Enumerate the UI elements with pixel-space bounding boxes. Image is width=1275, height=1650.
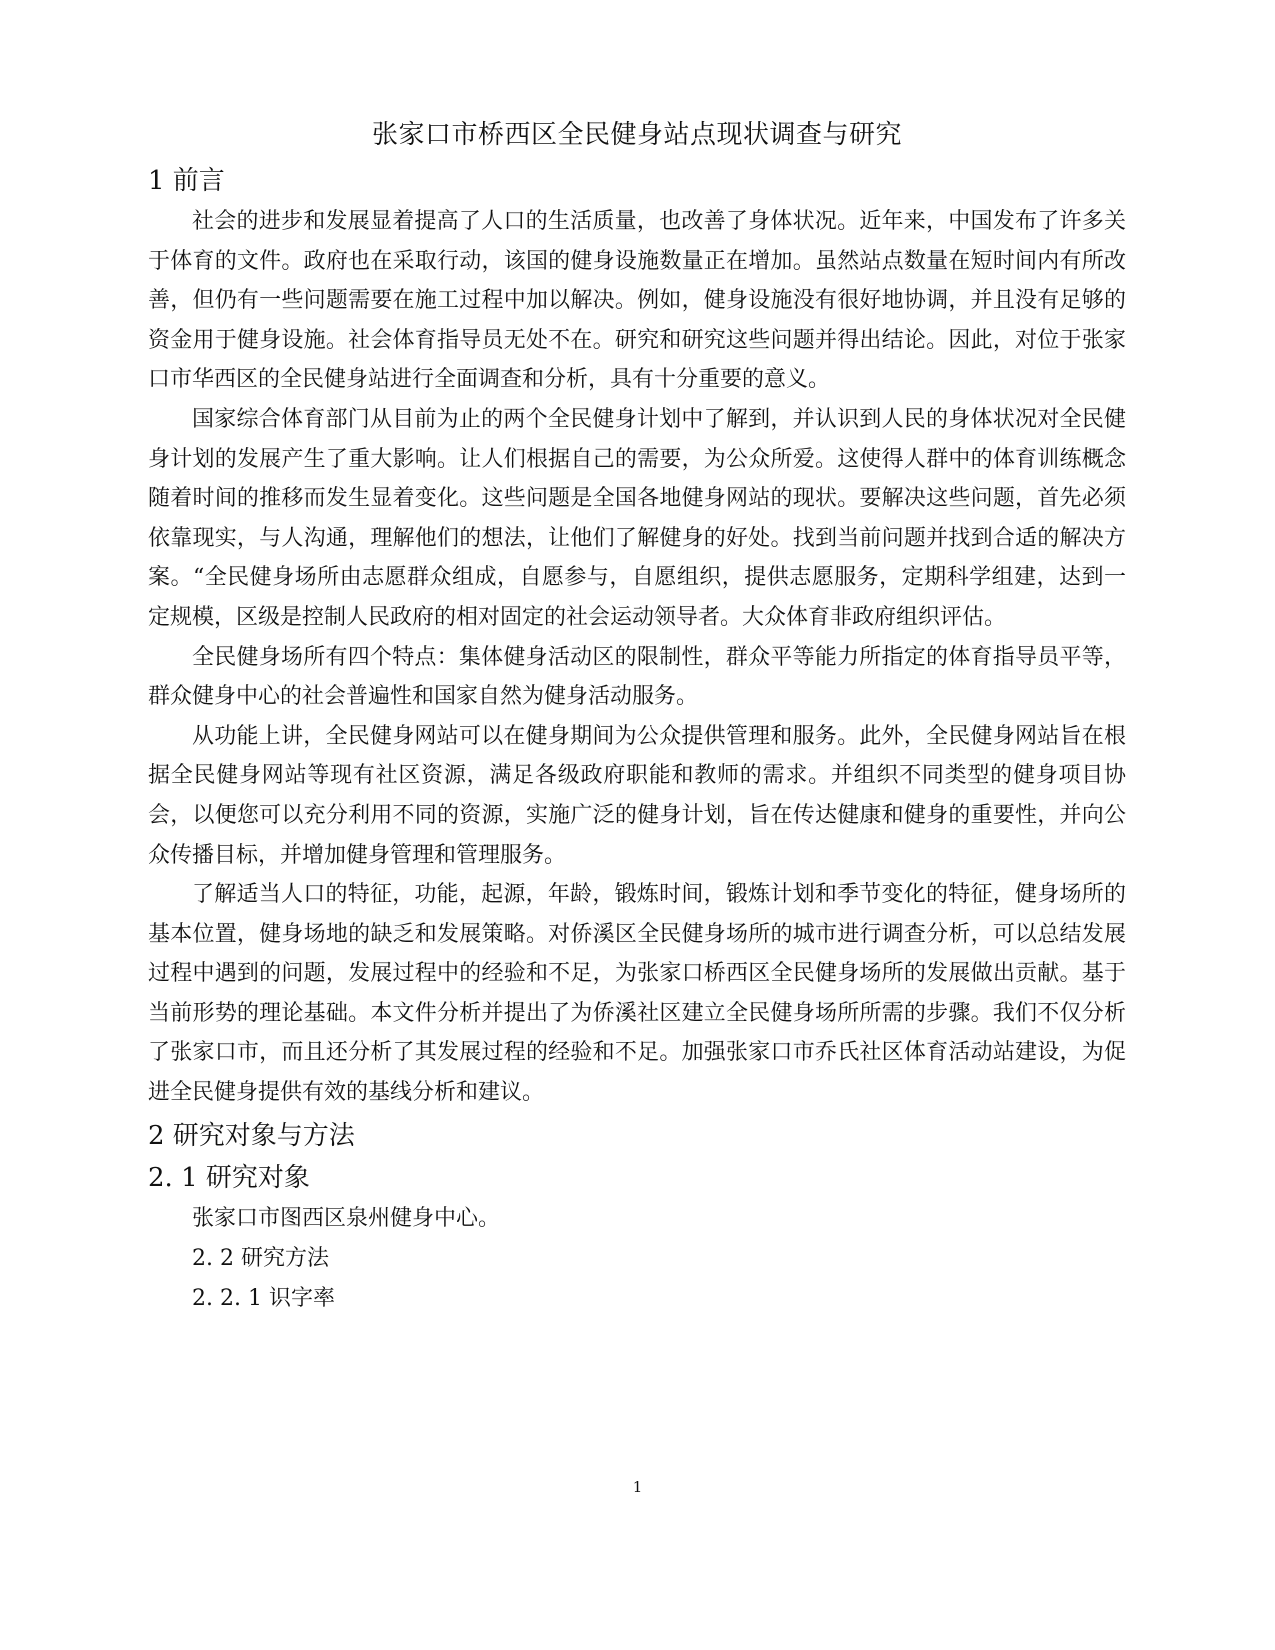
section-2-2-1-heading: 2. 2. 1 识字率 bbox=[192, 1285, 335, 1311]
paragraph-2: 国家综合体育部门从目前为止的两个全民健身计划中了解到，并认识到人民的身体状况对全民健身计划的发展产生了重大影响。让人们根据自己的需要，为公众所爱。这使得人群中的体育训练概念随着时间的推移而发生显着变化。这些问题是全国各地健身网站的现状。要解决这些问题，首先必须依靠现实，与人沟通，理解他们的想法，让他们了解健身的好处。找到当前问题并找到合适的解决方案。“全民健身场所由志愿群众组成，自愿参与，自愿组织，提供志愿服务，定期科学组建，达到一定规模，区级是控制人民政府的相对固定的社会运动领导者。大众体育非政府组织评估。 bbox=[148, 406, 1126, 630]
page-number: 1 bbox=[632, 1478, 643, 1496]
section-2-2-heading: 2. 2 研究方法 bbox=[192, 1245, 329, 1271]
section-1-heading: 1 前言 bbox=[148, 166, 225, 196]
section-2-1-heading: 2. 1 研究对象 bbox=[148, 1162, 310, 1193]
document-page bbox=[148, 112, 1126, 1319]
paragraph-3: 全民健身场所有四个特点：集体健身活动区的限制性，群众平等能力所指定的体育指导员平等，群众健身中心的社会普遍性和国家自然为健身活动服务。 bbox=[148, 644, 1126, 710]
document-title: 张家口市桥西区全民健身站点现状调查与研究 bbox=[371, 120, 902, 150]
paragraph-4: 从功能上讲，全民健身网站可以在健身期间为公众提供管理和服务。此外，全民健身网站旨在根据全民健身网站等现有社区资源，满足各级政府职能和教师的需求。并组织不同类型的健身项目协会，以便您可以充分利用不同的资源，实施广泛的健身计划，旨在传达健康和健身的重要性，并向公众传播目标，并增加健身管理和管理服务。 bbox=[148, 723, 1126, 868]
section-2-1-text: 张家口市图西区泉州健身中心。 bbox=[192, 1205, 501, 1231]
paragraph-1: 社会的进步和发展显着提高了人口的生活质量，也改善了身体状况。近年来，中国发布了许多关于体育的文件。政府也在采取行动，该国的健身设施数量正在增加。虽然站点数量在短时间内有所改善，但仍有一些问题需要在施工过程中加以解决。例如，健身设施没有很好地协调，并且没有足够的资金用于健身设施。社会体育指导员无处不在。研究和研究这些问题并得出结论。因此，对位于张家口市华西区的全民健身站进行全面调查和分析，具有十分重要的意义。 bbox=[148, 209, 1126, 393]
section-2-heading: 2 研究对象与方法 bbox=[148, 1120, 355, 1151]
paragraph-5: 了解适当人口的特征，功能，起源，年龄，锻炼时间，锻炼计划和季节变化的特征，健身场所的基本位置，健身场地的缺乏和发展策略。对侨溪区全民健身场所的城市进行调查分析，可以总结发展过程中遇到的问题，发展过程中的经验和不足，为张家口桥西区全民健身场所的发展做出贡献。基于当前形势的理论基础。本文件分析并提出了为侨溪社区建立全民健身场所所需的步骤。我们不仅分析了张家口市，而且还分析了其发展过程的经验和不足。加强张家口市乔氏社区体育活动站建设，为促进全民健身提供有效的基线分析和建议。 bbox=[148, 882, 1126, 1106]
